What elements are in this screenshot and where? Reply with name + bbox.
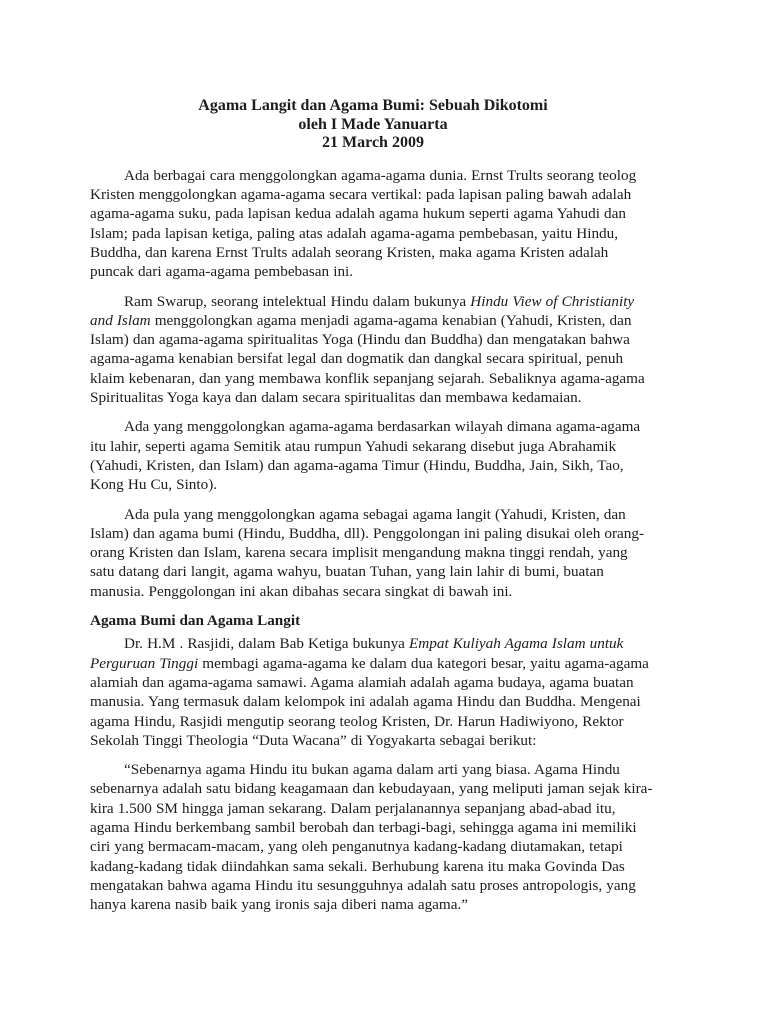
text-run: Ada berbagai cara menggolongkan agama-agama dunia. Ernst Trults seorang teolog Kristen menggolongkan agama-agama secara vertikal: pada lapisan paling bawah adalah agama-agama suku, pada lapisan kedua adalah agama hukum seperti agama Yahudi dan Islam; pada lapisan ketiga, paling atas adalah agama-agama pembebasan, yaitu Hindu, Buddha, dan karena Ernst Trults adalah seorang Kristen, maka agama Kristen adalah puncak dari agama-agama pembebasan ini. <box>90 166 637 281</box>
paragraph <box>90 505 656 601</box>
text-run: “Sebenarnya agama Hindu itu bukan agama dalam arti yang biasa. Agama Hindu sebenarnya adalah satu bidang keagamaan dan kebudayaan, yang meliputi jaman sejak kira-kira 1.500 SM hingga jaman sekarang. Dalam perjalanannya sepanjang abad-abad itu, agama Hindu berkembang sambil berobah dan terbagi-bagi, sehingga agama ini memiliki ciri yang bermacam-macam, yang oleh penganutnya kadang-kadang diutamakan, tetapi kadang-kadang tidak diindahkan sama sekali. Berhubung karena itu maka Govinda Das mengatakan bahwa agama Hindu itu sesungguhnya adalah satu proses antropologis, yang hanya karena nasib baik yang ironis saja diberi nama agama.” <box>90 761 653 914</box>
document-content <box>90 97 656 924</box>
section-heading: Agama Bumi dan Agama Langit <box>90 612 301 630</box>
paragraph <box>90 166 656 282</box>
text-run: Dr. H.M . Rasjidi, dalam Bab Ketiga bukunya <box>124 635 410 653</box>
document-date: 21 March 2009 <box>322 134 424 152</box>
italic-text-run: Empat Kuliyah Agama Islam untuk Perguruan Tinggi <box>90 635 624 672</box>
text-run: Ada yang menggolongkan agama-agama berdasarkan wilayah dimana agama-agama itu lahir, seperti agama Semitik atau rumpun Yahudi sekarang disebut juga Abrahamik (Yahudi, Kristen, dan Islam) dan agama-agama Timur (Hindu, Buddha, Jain, Sikh, Tao, Kong Hu Cu, Sinto). <box>90 418 641 494</box>
title-block <box>90 97 656 153</box>
italic-text-run: Hindu View of Christianity and Islam <box>90 292 635 329</box>
text-run: menggolongkan agama menjadi agama-agama kenabian (Yahudi, Kristen, dan Islam) dan agama-agama spiritualitas Yoga (Hindu dan Buddha) dan mengatakan bahwa agama-agama kenabian bersifat legal dan dogmatik dan dangkal secara spiritual, penuh klaim kebenaran, dan yang membawa konflik sepanjang sejarah. Sebaliknya agama-agama Spiritualitas Yoga kaya dan dalam secara spiritualitas dan membawa kedamaian. <box>90 311 645 407</box>
document-byline: oleh I Made Yanuarta <box>298 115 448 133</box>
paragraph <box>90 417 656 494</box>
text-run: membagi agama-agama ke dalam dua kategori besar, yaitu agama-agama alamiah dan agama-agama samawi. Agama alamiah adalah agama budaya, agama buatan manusia. Yang termasuk dalam kelompok ini adalah agama Hindu dan Buddha. Mengenai agama Hindu, Rasjidi mengutip seorang teolog Kristen, Dr. Harun Hadiwiyono, Rektor Sekolah Tinggi Theologia “Duta Wacana” di Yogyakarta sebagai berikut: <box>90 654 649 749</box>
document-body <box>90 166 656 915</box>
paragraph <box>90 292 656 408</box>
document-title: Agama Langit dan Agama Bumi: Sebuah Dikotomi <box>198 97 548 114</box>
text-run: Ram Swarup, seorang intelektual Hindu dalam bukunya <box>124 292 471 310</box>
paragraph <box>90 634 656 750</box>
paragraph <box>90 760 656 914</box>
text-run: Ada pula yang menggolongkan agama sebagai agama langit (Yahudi, Kristen, dan Islam) dan agama bumi (Hindu, Buddha, dll). Penggolongan ini paling disukai oleh orang-orang Kristen dan Islam, karena secara implisit mengandung makna tinggi rendah, yang satu datang dari langit, agama wahyu, buatan Tuhan, yang lain lahir di bumi, buatan manusia. Penggolongan ini akan dibahas secara singkat di bawah ini. <box>90 505 645 600</box>
